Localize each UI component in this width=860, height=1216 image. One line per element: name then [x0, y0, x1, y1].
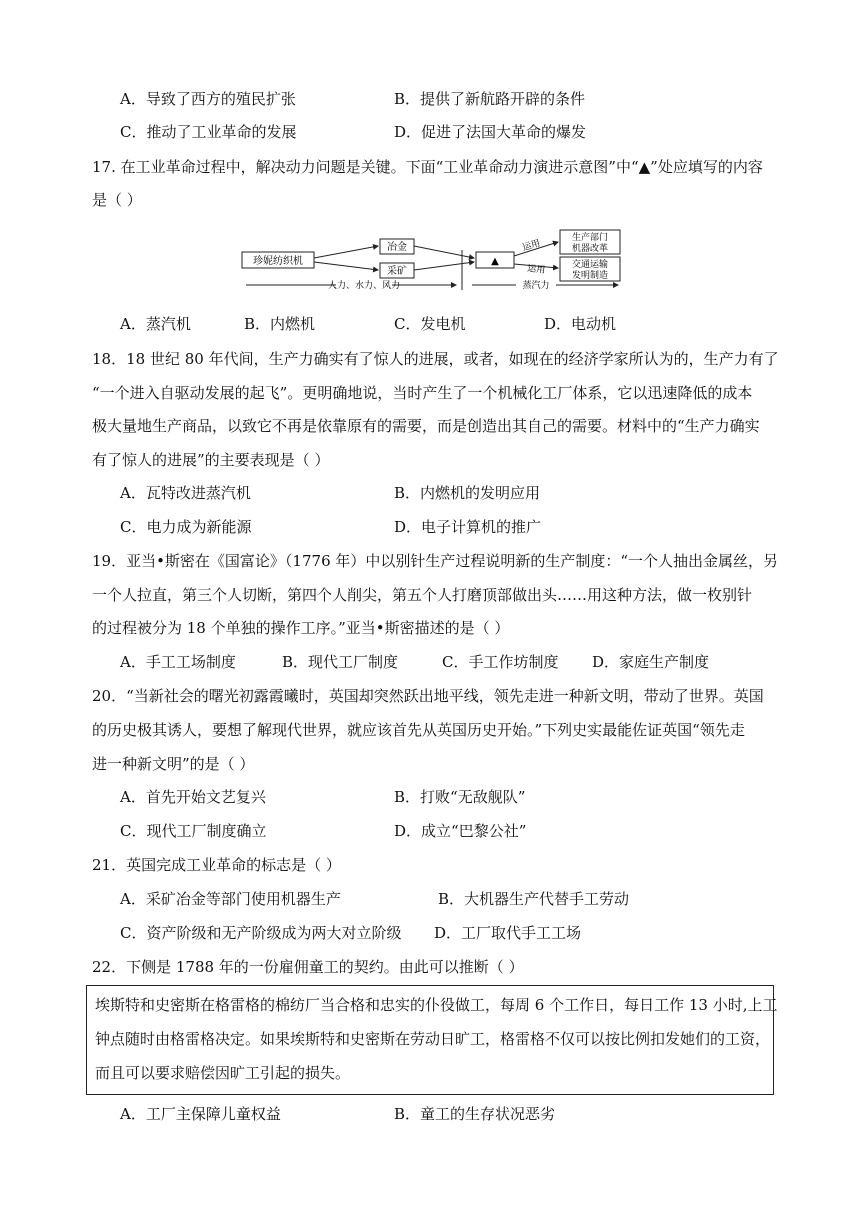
metallurgy-label: 冶金: [387, 242, 407, 253]
q16-option-b: B．提供了新航路开辟的条件: [394, 90, 586, 108]
q19-option-d: D．家庭生产制度: [592, 653, 710, 671]
contract-box: [86, 985, 778, 1095]
production-label-1: 生产部门: [571, 233, 609, 243]
q21-option-b: B．大机器生产代替手工劳动: [438, 890, 630, 908]
q17-option-c: C．发电机: [394, 315, 466, 333]
q19-stem-line1: 19．亚当•斯密在《国富论》（1776 年）中以别针生产过程说明新的生产制度：“一个人抽出金属丝，另: [92, 552, 779, 570]
q17-option-a: A．蒸汽机: [120, 315, 191, 333]
mining-label: 采矿: [387, 266, 407, 277]
q18-option-d: D．电子计算机的推广: [394, 518, 542, 536]
q21-stem: 21．英国完成工业革命的标志是（ ）: [92, 856, 341, 874]
q17-stem-line1: 17. 在工业革命过程中，解决动力问题是关键。下面“工业革命动力演进示意图”中“▲”处应填写的内容: [92, 158, 763, 176]
q19-stem-line3: 的过程被分为 18 个单独的操作工序。”亚当•斯密描述的是（ ）: [92, 619, 510, 637]
span-label-left: 人力、水力、风力: [327, 281, 401, 290]
q16-option-c: C．推动了工业革命的发展: [120, 123, 297, 141]
q20-stem-line2: 的历史极其诱人，要想了解现代世界，就应该首先从英国历史开始。”下列史实最能佐证英国“领先走: [92, 721, 745, 739]
q20-option-c: C．现代工厂制度确立: [120, 822, 267, 840]
power-evolution-diagram: [240, 226, 624, 290]
transport-label-1: 交通运输: [571, 260, 609, 270]
q18-stem-line1: 18．18 世纪 80 年代间，生产力确实有了惊人的进展，或者，如现在的经济学家所认为的，生产力有了: [92, 350, 779, 368]
q18-option-b: B．内燃机的发明应用: [394, 484, 541, 502]
q22-option-b: B．童工的生存状况恶劣: [394, 1105, 556, 1123]
q19-option-a: A．手工工场制度: [120, 653, 236, 671]
q21-option-d: D．工厂取代手工工场: [434, 924, 582, 942]
contract-line2: 钟点随时由格雷格决定。如果埃斯特和史密斯在劳动日旷工，格雷格不仅可以按比例扣发她们的工资，: [95, 1030, 771, 1048]
contract-line3: 而且可以要求赔偿因旷工引起的损失。: [95, 1064, 351, 1082]
q19-stem-line2: 一个人拉直，第三个人切断，第四个人削尖，第五个人打磨顶部做出头……用这种方法，做一枚别针: [92, 586, 753, 604]
q20-option-d: D．成立“巴黎公社”: [394, 822, 527, 840]
span-label-right: 蒸汽力: [522, 281, 550, 290]
q17-option-d: D．电动机: [544, 315, 617, 333]
q20-stem-line1: 20．“当新社会的曙光初露霞曦时，英国却突然跃出地平线，领先走进一种新文明，带动了世界。英国: [92, 687, 764, 705]
apply-label-bottom: 运用: [526, 264, 546, 276]
q20-option-b: B．打败“无敌舰队”: [394, 788, 526, 806]
production-label-2: 机器改革: [571, 244, 609, 254]
q18-option-c: C．电力成为新能源: [120, 518, 252, 536]
q16-option-d: D．促进了法国大革命的爆发: [394, 123, 587, 141]
q18-option-a: A．瓦特改进蒸汽机: [120, 484, 251, 502]
q21-option-c: C．资产阶级和无产阶级成为两大对立阶级: [120, 924, 402, 942]
q19-option-c: C．手工作坊制度: [442, 653, 559, 671]
contract-line1: 埃斯特和史密斯在格雷格的棉纺厂当合格和忠实的仆役做工，每周 6 个工作日，每日工作 13 小时,上工: [95, 996, 778, 1014]
q21-option-a: A．采矿冶金等部门使用机器生产: [120, 890, 341, 908]
q16-option-a: A．导致了西方的殖民扩张: [120, 90, 296, 108]
q18-stem-line4: 有了惊人的进展”的主要表现是（ ）: [92, 451, 330, 469]
apply-label-top: 运用: [521, 238, 542, 254]
transport-label-2: 发明制造: [571, 271, 609, 281]
q19-option-b: B．现代工厂制度: [282, 653, 399, 671]
blank-triangle: ▲: [491, 256, 499, 267]
q22-stem: 22．下侧是 1788 年的一份雇佣童工的契约。由此可以推断（ ）: [92, 958, 524, 976]
q18-stem-line3: 极大量地生产商品，以致它不再是依靠原有的需要，而是创造出其自己的需要。材料中的“生产力确实: [92, 417, 760, 435]
q20-option-a: A．首先开始文艺复兴: [120, 788, 266, 806]
q17-stem-line2: 是（ ）: [92, 191, 142, 209]
q18-stem-line2: “一个进入自驱动发展的起飞”。更明确地说，当时产生了一个机械化工厂体系，它以迅速降低的成本: [92, 384, 753, 402]
q17-option-b: B．内燃机: [244, 315, 316, 333]
q20-stem-line3: 进一种新文明”的是（ ）: [92, 755, 255, 773]
q22-option-a: A．工厂主保障儿童权益: [120, 1105, 281, 1123]
jenny-label: 珍妮纺织机: [253, 256, 303, 267]
